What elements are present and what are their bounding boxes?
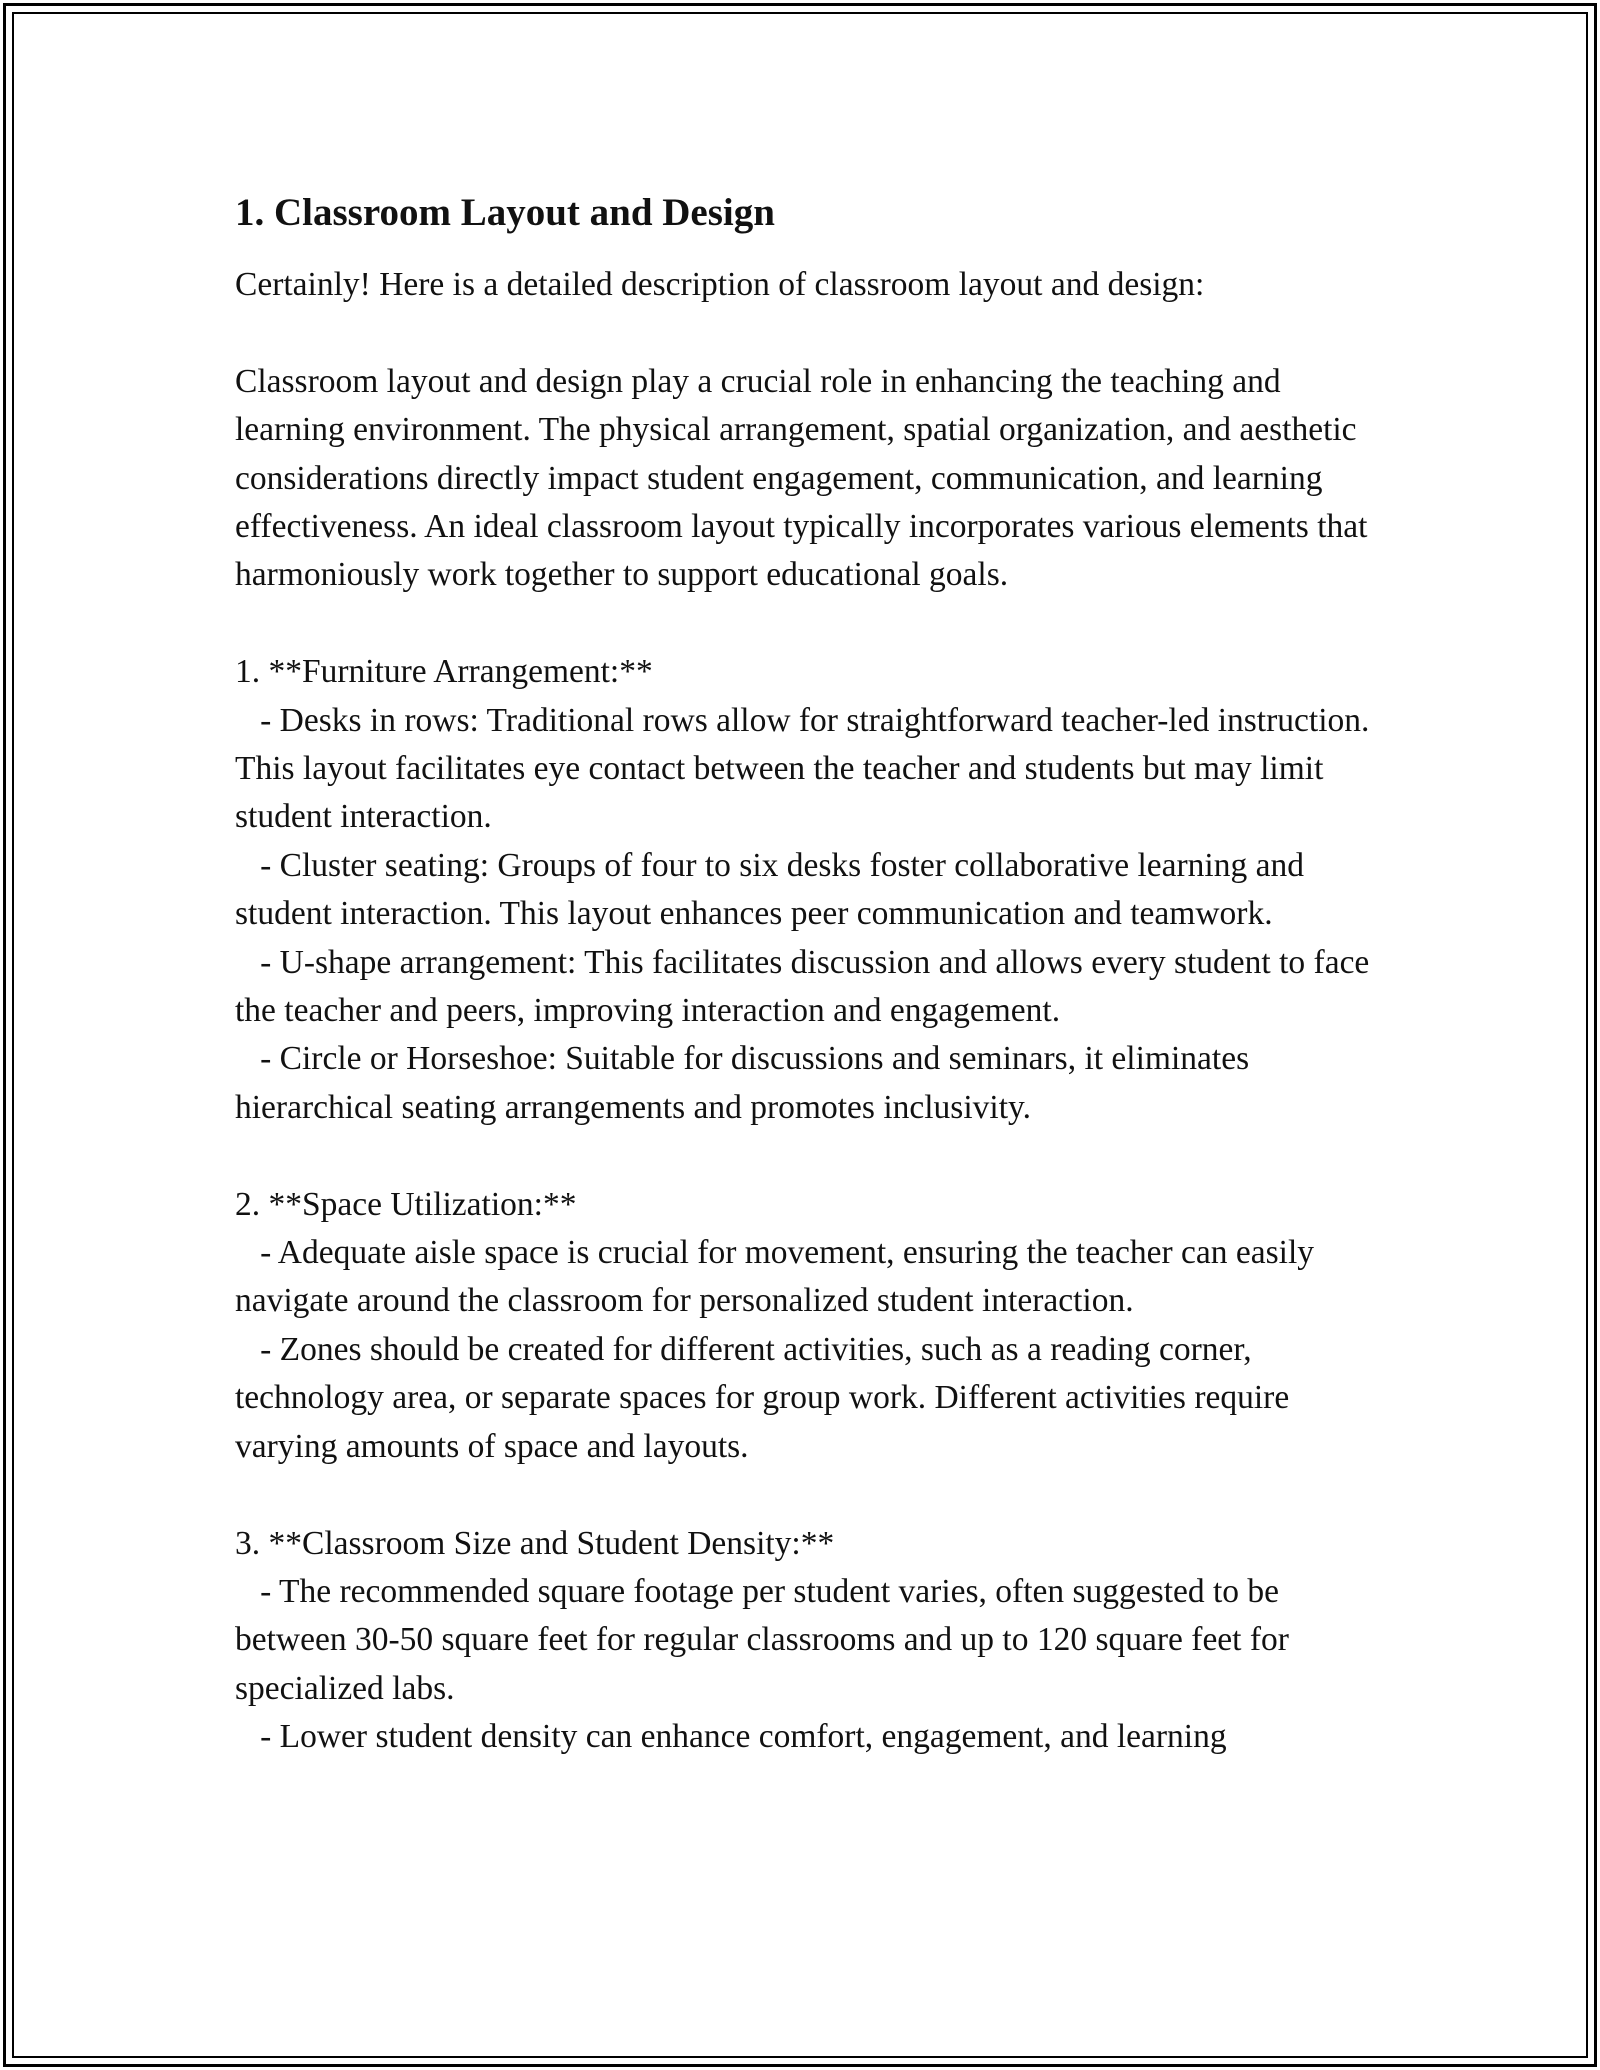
section-heading: 2. **Space Utilization:** — [235, 1185, 577, 1223]
overview-paragraph: Classroom layout and design play a crucial role in enhancing the teaching and learning environment. The physical arrangement, spatial organization, and aesthetic considerations directly impact student engagement, communication, and learning effectiveness. An ideal classroom layout typically incorporates various elements that harmoniously work together to support educational goals. — [235, 362, 1376, 594]
paragraph-gap — [235, 600, 1385, 648]
section-item: - U-shape arrangement: This facilitates discussion and allows every student to face the teacher and peers, improving interaction and engagement. — [235, 943, 1378, 1030]
document-title: 1. Classroom Layout and Design — [235, 191, 775, 234]
section-item: - Cluster seating: Groups of four to six desks foster collaborative learning and student interaction. This layout enhances peer communication and teamwork. — [235, 846, 1313, 933]
section-heading: 1. **Furniture Arrangement:** — [235, 653, 653, 691]
section-item: - Lower student density can enhance comfort, engagement, and learning — [235, 1718, 1227, 1756]
paragraph-gap — [235, 1132, 1385, 1180]
paragraph-gap — [235, 1471, 1385, 1519]
section-item: - Adequate aisle space is crucial for movement, ensuring the teacher can easily navigate around the classroom for personalized student interaction. — [235, 1234, 1323, 1320]
paragraph-gap — [235, 309, 1385, 357]
section-classroom-size — [235, 1520, 1385, 1762]
document-content — [235, 185, 1385, 1762]
section-item: - The recommended square footage per student varies, often suggested to be between 30-50 square feet for regular classrooms and up to 120 square feet for specialized labs. — [235, 1572, 1298, 1707]
section-furniture-arrangement — [235, 648, 1385, 1132]
document-body — [235, 261, 1385, 1762]
intro-paragraph: Certainly! Here is a detailed description of classroom layout and design: — [235, 266, 1205, 303]
section-item: - Zones should be created for different activities, such as a reading corner, technology area, or separate spaces for group work. Different activities require varying amounts of space and layouts. — [235, 1330, 1298, 1465]
section-item: - Circle or Horseshoe: Suitable for discussions and seminars, it eliminates hierarchical seating arrangements and promotes inclusivity. — [235, 1040, 1258, 1126]
section-space-utilization — [235, 1181, 1385, 1471]
section-item: - Desks in rows: Traditional rows allow for straightforward teacher-led instruction. This layout facilitates eye contact between the teacher and students but may limit student interaction. — [235, 701, 1378, 836]
section-heading: 3. **Classroom Size and Student Density:** — [235, 1524, 835, 1562]
